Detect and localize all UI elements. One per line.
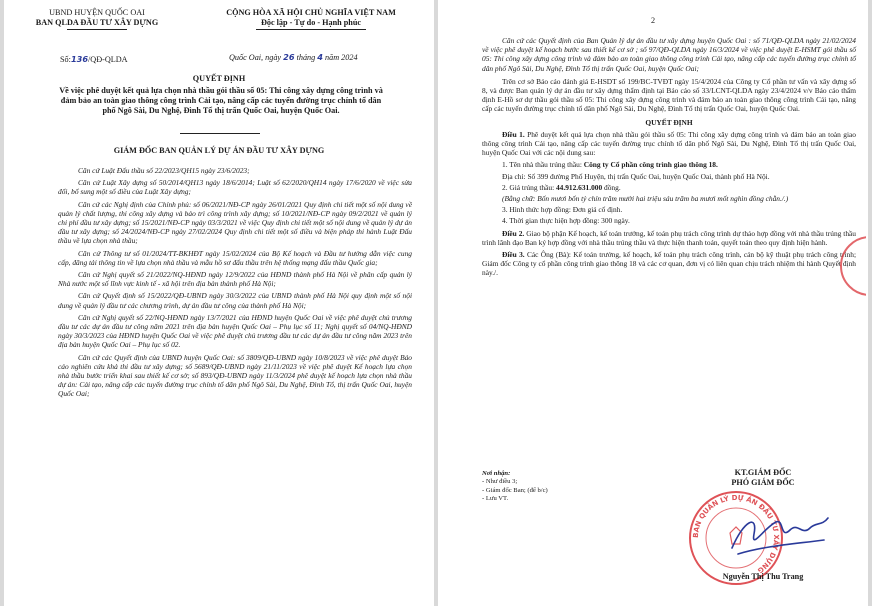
recipient-item: - Lưu VT. xyxy=(482,495,509,503)
motto-line-2: Độc lập - Tự do - Hạnh phúc xyxy=(260,18,362,28)
recipient-item: - Như điều 3; xyxy=(482,478,518,486)
date-mid: tháng xyxy=(296,53,316,62)
page-2 xyxy=(438,0,868,606)
article-1-label: Điều 1. xyxy=(502,129,525,139)
evaluation-basis: Trên cơ sở Báo cáo đánh giá E-HSDT số 199/BC-TVĐT ngày 15/4/2024 của Công ty Cổ phần tư vấn và xây dựng số 8, và được Ban quản lý dự án đầu tư xây dựng thẩm định tại Báo cáo số 33/LCNT-QLDA ngày 23/4/2024 v/v Báo cáo thẩm định E-Hồ sơ dự thầu gói thầu số 05: Thi công xây dựng công trình và đảm bảo an toàn giao thông công trình Cải tạo, nâng cấp các tuyến đường trục chính tổ dân phố Ngô Sài, Du Nghệ, Đình Tổ thị trấn Quốc Oai, huyện Quốc Oai. xyxy=(482,76,856,114)
agency-name: BAN QLDA ĐẦU TƯ XÂY DỰNG xyxy=(35,18,159,28)
agency-parent: UBND HUYỆN QUỐC OAI xyxy=(49,8,145,17)
agency-block xyxy=(12,8,182,30)
side-seal xyxy=(840,236,866,296)
legal-bases xyxy=(58,166,412,399)
winner-label: 1. Tên nhà thầu trúng thầu: xyxy=(502,160,584,170)
basis-item: Căn cứ Quyết định số 15/2022/QĐ-UBND ngày 30/3/2022 của UBND thành phố Hà Nội quy định một số nội dung về quản lý đầu tư các chương trình, dự án đầu tư công của thành phố Hà Nội; xyxy=(58,291,412,310)
article-2 xyxy=(482,229,856,247)
signer-role-2: PHÓ GIÁM ĐỐC xyxy=(731,478,795,488)
page-2-body xyxy=(482,36,856,278)
winner-line xyxy=(482,160,856,169)
recipient-item: - Giám đốc Ban; (để b/c) xyxy=(482,486,548,494)
date-month: 4 xyxy=(317,52,323,62)
signature xyxy=(724,500,834,570)
article-3 xyxy=(482,250,856,278)
issue-date xyxy=(229,52,358,63)
motto-line-1: CỘNG HÒA XÃ HỘI CHỦ NGHĨA VIỆT NAM xyxy=(226,8,396,17)
date-prefix: Quốc Oai, ngày xyxy=(229,53,282,62)
basis-item: Căn cứ các Quyết định của Ban Quản lý dự án đầu tư xây dựng huyện Quốc Oai : số 71/QĐ-QLDA ngày 21/02/2024 về việc phê duyệt kế hoạch bước sau thiết kế cơ sở ; số 97/QĐ-QLDA ngày 16/3/2024 về việc phê duyệt E-HSMT gói thầu số 05: Thi công xây dựng công trình và đảm bảo an toàn giao thông công trình Cải tạo, nâng cấp các tuyến đường trục chính tổ dân phố Ngô Sài, Du Nghệ, Đình Tổ thị trấn Quốc Oai, huyện Quốc Oai; xyxy=(482,36,856,73)
subject: Về việc phê duyệt kết quả lựa chọn nhà thầu gói thầu số 05: Thi công xây dựng công trình và đảm bảo an toàn giao thông công trình Cải tạo, nâng cấp các tuyến đường trục chính tổ dân phố Ngô Sài, Du Nghệ, Đình Tổ thị trấn Quốc Oai, huyện Quốc Oai. xyxy=(59,86,383,116)
price-value: 44.912.631.000 xyxy=(555,182,603,192)
basis-item: Căn cứ Thông tư số 01/2024/TT-BKHĐT ngày 15/02/2024 của Bộ Kế hoạch và Đầu tư hướng dẫn việc cung cấp, đăng tải thông tin về lựa chọn nhà thầu và mẫu hồ sơ đấu thầu trên hệ thống mạng đấu thầu Quốc gia; xyxy=(58,248,412,267)
doc-number xyxy=(60,54,128,65)
issuer: GIÁM ĐỐC BAN QUẢN LÝ DỰ ÁN ĐẦU TƯ XÂY DỰNG xyxy=(113,146,325,155)
contract-duration: 4. Thời gian thực hiện hợp đồng: 300 ngày. xyxy=(502,216,630,226)
price-label: 2. Giá trúng thầu: xyxy=(502,182,556,192)
basis-item: Căn cứ Nghị quyết số 21/2022/NQ-HĐND ngày 12/9/2022 của HĐND thành phố Hà Nội về phân cấp quản lý Nhà nước một số lĩnh vực kinh tế - xã hội trên địa bàn thành phố Hà Nội; xyxy=(58,270,412,289)
winner-address: Địa chỉ: Số 399 đường Phố Huyện, thị trấn Quốc Oai, huyện Quốc Oai, thành phố Hà Nội. xyxy=(502,171,770,181)
signer-role-1: KT.GIÁM ĐỐC xyxy=(734,468,792,477)
recipients-title: Nơi nhận: xyxy=(482,470,511,477)
signer-name: Nguyễn Thị Thu Trang xyxy=(722,572,804,581)
page-1 xyxy=(4,0,434,606)
article-3-label: Điều 3. xyxy=(502,250,525,260)
date-suffix: năm 2024 xyxy=(325,53,358,62)
article-1-text: Phê duyệt kết quả lựa chọn nhà thầu gói thầu số 05: Thi công xây dựng công trình và đảm bảo an toàn giao thông công trình Cải tạo, nâng cấp các tuyến đường trục chính tổ dân phố Ngô Sài, Du Nghệ, Đình Tổ thị trấn Quốc Oai, huyện Quốc Oai với các nội dung sau: xyxy=(482,129,856,158)
winner-name: Công ty Cổ phần công trình giao thông 18. xyxy=(583,160,718,170)
doc-number-prefix: Số: xyxy=(60,55,71,64)
motto-underline xyxy=(256,29,366,30)
doc-type: QUYẾT ĐỊNH xyxy=(192,74,246,83)
stamp-text: BAN QUẢN LÝ DỰ ÁN ĐẦU TƯ XÂY DỰNG xyxy=(691,493,781,575)
recipients xyxy=(482,470,548,504)
basis-item: Căn cứ các Nghị định của Chính phủ: số 06/2021/NĐ-CP ngày 26/01/2021 Quy định chi tiết một số nội dung về quản lý chất lượng, thi công xây dựng và bảo trì công trình xây dựng; số 10/2021/NĐ-CP ngày 09/2/2021 về quản lý chi phí đầu tư xây dựng; số 15/2021/NĐ-CP ngày 03/3/2021 về việc Quy định chi tiết một số nội dung về quản lý dự án đầu tư xây dựng; số 24/2024/NĐ-CP ngày 27/02/2024 Quy định chi tiết một số điều và biện pháp thi hành Luật Đấu thầu về lựa chọn nhà thầu; xyxy=(58,199,412,246)
article-3-text: Các Ông (Bà): Kế toán trưởng, kế hoạch, kế toán phụ trách công trình, cán bộ kỹ thuật phụ trách công trình; Giám đốc Công ty cổ phần công trình giao thông 18 và các cơ quan, đơn vị có liên quan chịu trách nhiệm thi hành Quyết định này./. xyxy=(482,250,856,278)
subject-underline xyxy=(180,133,260,134)
price-unit: đồng. xyxy=(602,182,621,192)
basis-item: Căn cứ Nghị quyết số 22/NQ-HĐND ngày 13/7/2021 của HĐND huyện Quốc Oai về việc phê duyệt chủ trương đầu tư các dự án đầu tư công năm 2021 trên địa bàn huyện Quốc Oai – Phụ lục số 11; Nghị quyết số 04/NQ-HĐND ngày 30/3/2023 của HĐND huyện Quốc Oai về việc phê duyệt chủ trương đầu tư các dự án đầu tư công năm 2023 trên địa bàn huyện Quốc Oai – Phụ lục số 02. xyxy=(58,312,412,350)
doc-number-handwritten: 136 xyxy=(70,54,89,64)
date-day: 26 xyxy=(283,52,295,62)
doc-number-suffix: /QĐ-QLDA xyxy=(88,55,128,64)
article-2-label: Điều 2. xyxy=(502,228,525,238)
article-2-text: Giao bộ phận Kế hoạch, kế toán trưởng, kế toán phụ trách công trình dự thảo hợp đồng với nhà thầu trúng thầu trình lãnh đạo Ban ký hợp đồng với nhà thầu trúng thầu và thực hiện thanh toán, quyết toán theo quy định hiện hành. xyxy=(482,228,856,247)
basis-item: Căn cứ Luật Đấu thầu số 22/2023/QH15 ngày 23/6/2023; xyxy=(78,166,250,175)
agency-underline xyxy=(67,29,127,30)
basis-item: Căn cứ các Quyết định của UBND huyện Quốc Oai: số 3809/QĐ-UBND ngày 10/8/2023 về việc phê duyệt Báo cáo nghiên cứu khả thi đầu tư xây dựng; số 5689/QĐ-UBND ngày 21/11/2023 về việc phê duyệt Kế hoạch lựa chọn nhà thầu bước triển khai sau thiết kế cơ sở; số 893/QĐ-UBND ngày 11/3/2024 phê duyệt kế hoạch lựa chọn nhà thầu dự án: Cải tạo, nâng cấp các tuyến đường trục chính tổ dân phố Ngô Sài, Du Nghệ, Đình Tổ, thị trấn Quốc Oai, huyện Quốc Oai; xyxy=(58,352,412,399)
contract-type: 3. Hình thức hợp đồng: Đơn giá cố định. xyxy=(502,205,623,215)
basis-item: Căn cứ Luật Xây dựng số 50/2014/QH13 ngày 18/6/2014; Luật số 62/2020/QH14 ngày 17/6/2020 về việc sửa đổi, bổ sung một số điều của Luật Xây dựng; xyxy=(58,178,412,197)
page-number: 2 xyxy=(650,16,656,25)
decide-heading: QUYẾT ĐỊNH xyxy=(645,117,693,127)
price-line xyxy=(482,183,856,192)
motto-block xyxy=(192,8,430,30)
price-in-words: (Bằng chữ: Bốn mươi bốn tỷ chín trăm mười hai triệu sáu trăm ba mươi mốt nghìn đồng chẵn./.) xyxy=(502,194,789,204)
article-1 xyxy=(482,130,856,158)
